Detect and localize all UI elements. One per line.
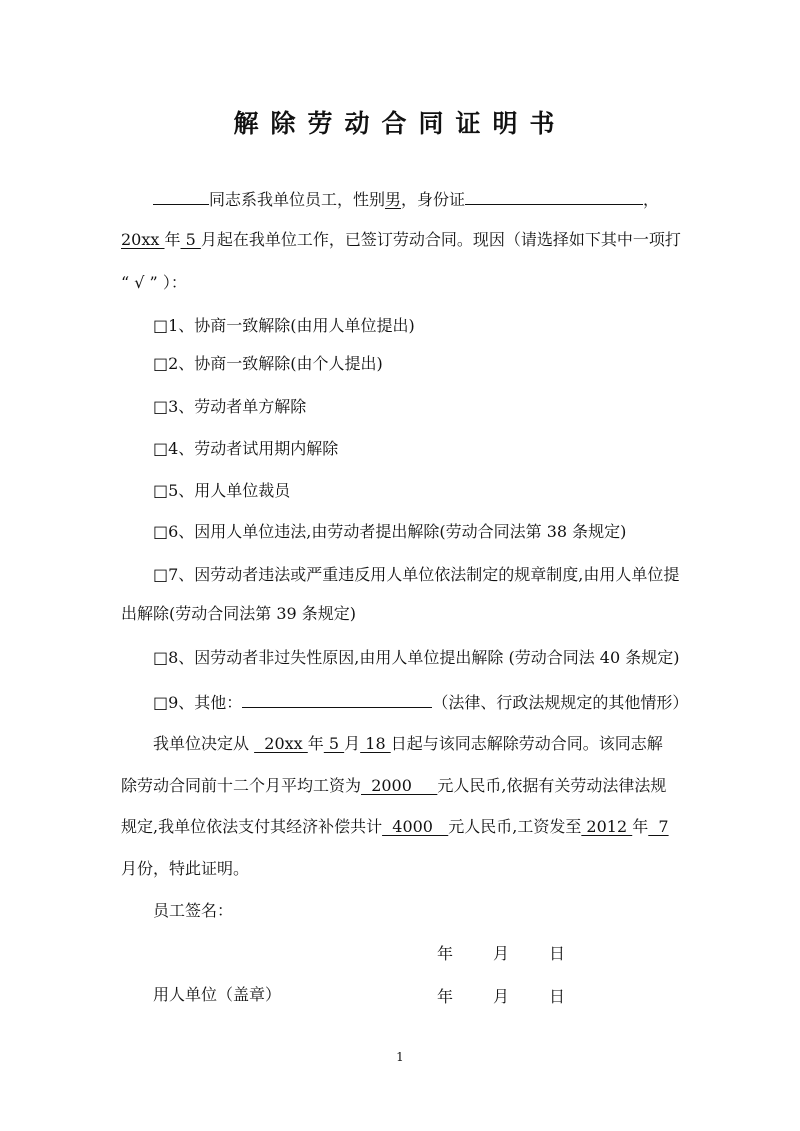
employee-signature-label: 员工签名： bbox=[153, 901, 234, 920]
decision-line-4: 月份，特此证明。 bbox=[121, 859, 250, 878]
intro-line-1: 同志系我单位员工，性别男，身份证 ， bbox=[153, 186, 659, 211]
option-8: □8、因劳动者非过失性原因,由用人单位提出解除 (劳动合同法 40 条规定) bbox=[153, 648, 680, 667]
option-1: □1、协商一致解除(由用人单位提出) bbox=[153, 316, 415, 335]
end-month: 5 bbox=[323, 734, 345, 753]
intro-line-3: “ √ ” ）： bbox=[121, 273, 187, 292]
document-title: 解除劳动合同证明书 bbox=[233, 109, 567, 138]
employer-date-year: 年 bbox=[437, 987, 454, 1006]
id-card-blank bbox=[465, 186, 643, 205]
end-day: 18 bbox=[360, 734, 391, 753]
option-7-line-2: 出解除(劳动合同法第 39 条规定) bbox=[121, 604, 357, 623]
employee-date-month: 月 bbox=[493, 944, 510, 963]
page-number: 1 bbox=[396, 1050, 404, 1064]
intro-line-2: 20xx 年 5 月起在我单位工作，已签订劳动合同。现因（请选择如下其中一项打 bbox=[121, 230, 681, 249]
decision-line-1: 我单位决定从 20xx 年 5 月 18 日起与该同志解除劳动合同。该同志解 bbox=[153, 734, 663, 753]
other-reason-blank bbox=[242, 689, 432, 708]
name-blank bbox=[153, 186, 209, 205]
employee-date-year: 年 bbox=[437, 944, 454, 963]
start-year: 20xx bbox=[121, 230, 165, 249]
decision-line-3: 规定,我单位依法支付其经济补偿共计 4000 元人民币,工资发至 2012 年 7 bbox=[121, 817, 669, 836]
option-6: □6、因用人单位违法,由劳动者提出解除(劳动合同法第 38 条规定) bbox=[153, 522, 627, 541]
option-7-line-1: □7、因劳动者违法或严重违反用人单位依法制定的规章制度,由用人单位提 bbox=[153, 565, 680, 584]
option-3: □3、劳动者单方解除 bbox=[153, 397, 307, 416]
option-9: □9、其他： （法律、行政法规规定的其他情形） bbox=[153, 689, 688, 714]
start-month: 5 bbox=[180, 230, 201, 249]
decision-line-2: 除劳动合同前十二个月平均工资为 2000 元人民币,依据有关劳动法律法规 bbox=[121, 776, 667, 795]
gender-value: 男 bbox=[385, 190, 402, 209]
employer-date-month: 月 bbox=[493, 987, 510, 1006]
compensation-amount: 4000 bbox=[382, 817, 449, 836]
average-salary: 2000 bbox=[361, 776, 438, 795]
employee-date-day: 日 bbox=[549, 944, 566, 963]
pay-year: 2012 bbox=[581, 817, 633, 836]
end-year: 20xx bbox=[254, 734, 308, 753]
option-4: □4、劳动者试用期内解除 bbox=[153, 439, 339, 458]
option-5: □5、用人单位裁员 bbox=[153, 481, 291, 500]
employer-date-day: 日 bbox=[549, 987, 566, 1006]
pay-month: 7 bbox=[648, 817, 669, 836]
employer-seal-label: 用人单位（盖章） bbox=[153, 985, 282, 1004]
option-2: □2、协商一致解除(由个人提出) bbox=[153, 354, 383, 373]
